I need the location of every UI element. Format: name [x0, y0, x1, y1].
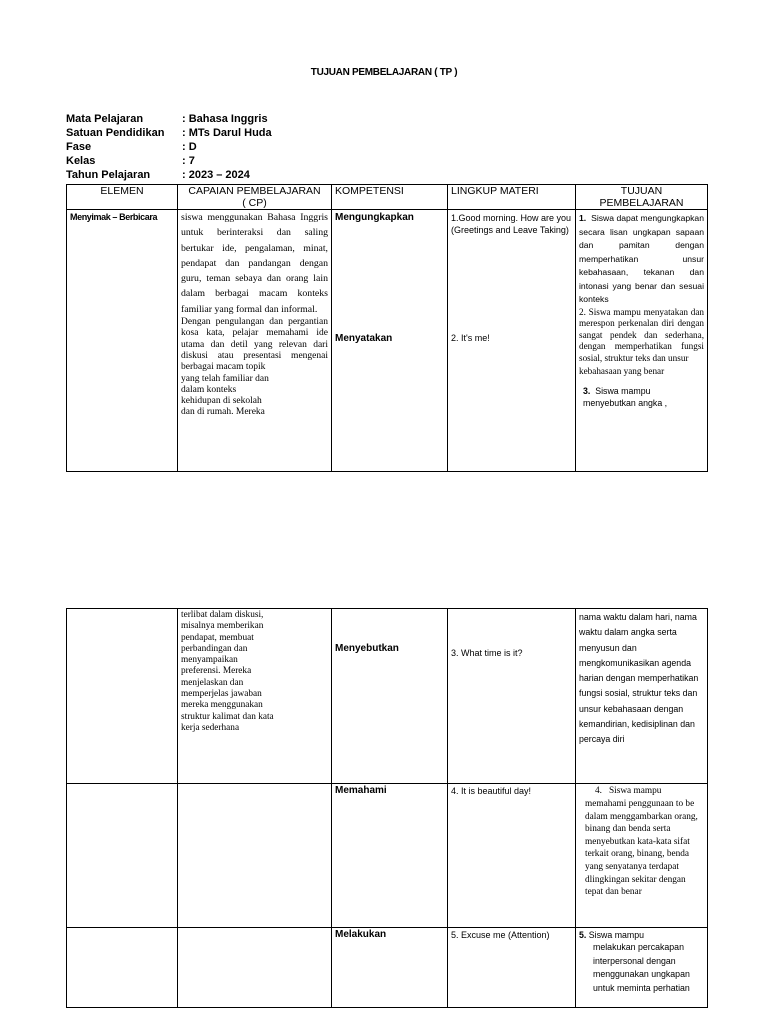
elemen-text: Menyimak – Berbicara — [70, 212, 158, 222]
tp-table-page1 — [66, 184, 708, 472]
tp-item: melakukan percakapan interpersonal dengan menggunakan ungkapan untuk meminta perhatian — [593, 942, 690, 993]
info-row: Mata Pelajaran : Bahasa Inggris — [66, 113, 268, 125]
cp-text-c: yang telah familiar dan dalam konteks kehidupan di sekolah dan di rumah. Mereka — [181, 373, 269, 418]
cp-cell — [178, 928, 332, 1008]
cp-text: terlibat dalam diskusi, misalnya memberikan pendapat, membuat perbandingan dan menyampaikan preferensi. Mereka menjelaskan dan memperjelas jawaban mereka menggunakan struktur kalimat dan kata kerja sederhana — [181, 610, 274, 733]
kompetensi-item: Melakukan — [335, 929, 387, 940]
tp-item: memahami penggunaan to be dalam menggambarkan orang, binang dan benda serta menyebutkan kata-kata sifat terkait orang, binang, benda yang senyatanya terdapat dlingkingan sekitar dengan tepat dan benar — [585, 799, 698, 898]
cp-cell — [178, 210, 332, 472]
kompetensi-item: Menyatakan — [335, 333, 393, 344]
tp-item: kebahasaan yang benar — [579, 366, 665, 376]
tp-cell — [576, 210, 708, 472]
header-kompetensi: KOMPETENSI — [332, 185, 448, 210]
tp-cell — [576, 609, 708, 784]
kompetensi-item: Memahami — [335, 785, 387, 796]
elemen-cell — [67, 609, 178, 784]
cp-text-a: siswa menggunakan Bahasa Inggris untuk berinteraksi dan saling bertukar ide, pengalaman, minat, pendapat dan pandangan dengan guru, teman sebaya dan orang lain dalam berbagai macam konteks familiar yang formal dan informal. — [181, 212, 328, 315]
info-row: Tahun Pelajaran : 2023 – 2024 — [66, 169, 250, 181]
kompetensi-cell — [332, 210, 448, 472]
kompetensi-cell — [332, 784, 448, 928]
tp-item: nama waktu dalam hari, nama waktu dalam angka serta menyusun dan mengkomunikasikan agenda harian dengan memperhatikan fungsi sosial, struktur teks dan unsur kebahasaan dengan kemandirian, kedisiplinan dan percaya diri — [579, 612, 699, 745]
lingkup-cell — [448, 609, 576, 784]
kompetensi-item: Menyebutkan — [335, 643, 399, 654]
lingkup-item: 2. It's me! — [451, 333, 490, 343]
elemen-cell — [67, 928, 178, 1008]
lingkup-cell — [448, 928, 576, 1008]
tp-item: 5. Siswa mampu — [579, 930, 645, 940]
elemen-cell — [67, 784, 178, 928]
lingkup-cell — [448, 210, 576, 472]
info-block — [66, 112, 272, 182]
kompetensi-cell — [332, 609, 448, 784]
header-elemen: ELEMEN — [67, 185, 178, 210]
lingkup-cell — [448, 784, 576, 928]
tp-cell — [576, 784, 708, 928]
tp-item: 2. Siswa mampu menyatakan dan merespon perkenalan diri dengan sangat pendek dan sederhana, dengan memperhatikan fungsi sosial, struktur teks dan unsur — [579, 306, 704, 363]
lingkup-item: 1.Good morning. How are you (Greetings and Leave Taking) — [451, 213, 572, 235]
kompetensi-cell — [332, 928, 448, 1008]
kompetensi-item: Mengungkapkan — [335, 212, 414, 223]
info-row: Satuan Pendidikan : MTs Darul Huda — [66, 127, 272, 139]
elemen-cell — [67, 210, 178, 472]
page-title: TUJUAN PEMBELAJARAN ( TP ) — [310, 67, 458, 78]
header-tp: TUJUAN PEMBELAJARAN — [576, 185, 708, 210]
tp-table-page2 — [66, 608, 708, 1008]
cp-cell — [178, 609, 332, 784]
cp-text-b: Dengan pengulangan dan pergantian kosa kata, pelajar memahami ide utama dan detil yang relevan dari diskusi atau presentasi mengenai berbagai macam topik — [181, 317, 328, 373]
header-lingkup: LINGKUP MATERI — [448, 185, 576, 210]
tp-item: 3. Siswa mampu menyebutkan angka , — [583, 386, 668, 409]
lingkup-item: 5. Excuse me (Attention) — [451, 930, 550, 940]
lingkup-item: 3. What time is it? — [451, 648, 523, 658]
tp-item: 4. Siswa mampu — [595, 786, 662, 796]
info-row: Fase : D — [66, 141, 197, 153]
lingkup-item: 4. It is beautiful day! — [451, 786, 532, 796]
info-row: Kelas : 7 — [66, 155, 195, 167]
cp-cell — [178, 784, 332, 928]
tp-cell — [576, 928, 708, 1008]
tp-item: 1. Siswa dapat mengungkapkan secara lisan ungkapan sapaan dan pamitan dengan memperhatikan unsur kebahasaan, tekanan dan intonasi yang benar dan sesuai konteks — [579, 213, 704, 304]
header-cp: CAPAIAN PEMBELAJARAN ( CP) — [178, 185, 332, 210]
